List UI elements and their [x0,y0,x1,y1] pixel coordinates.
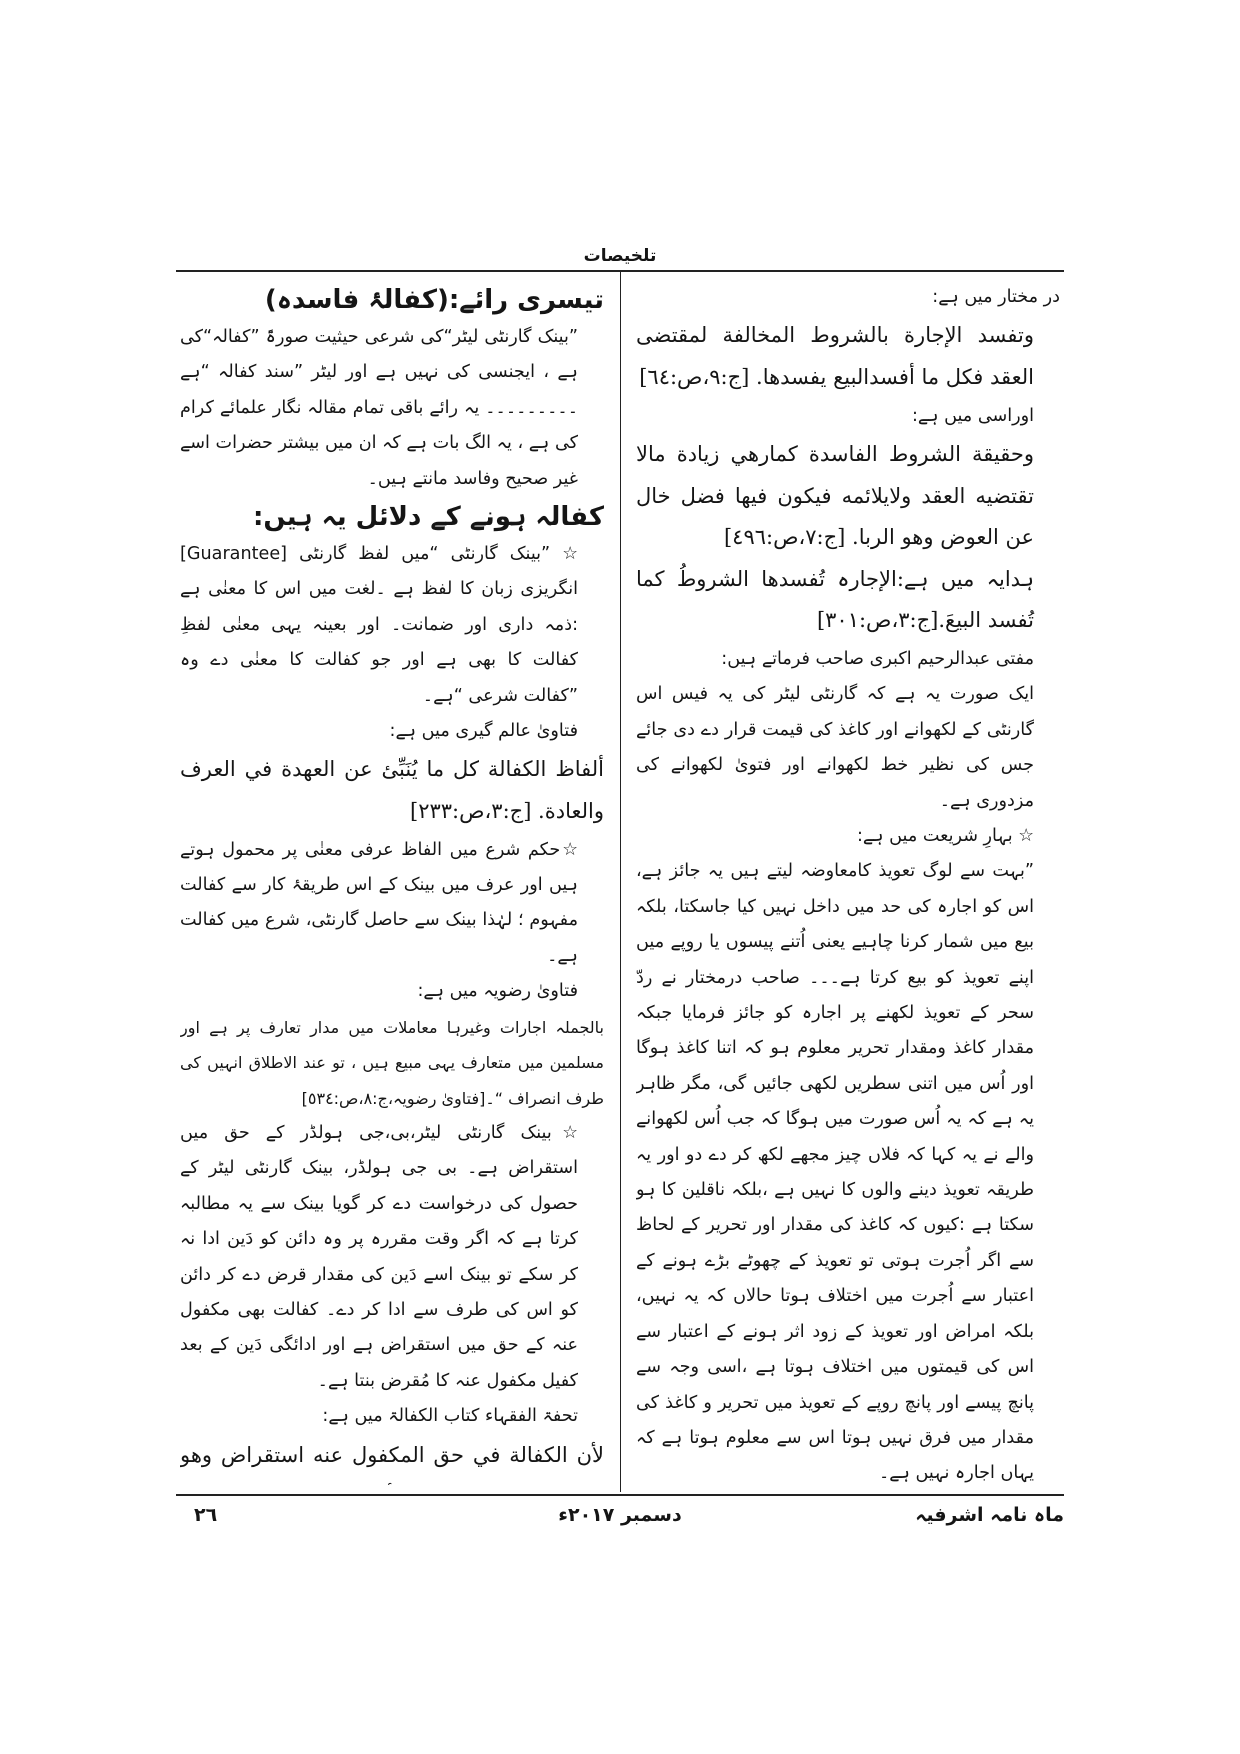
magazine-name: ماہ نامہ اشرفیہ [915,1504,1064,1526]
paragraph: ☆حکم شرع میں الفاظ عرفی معنٰی پر محمول ہوتے ہیں اور عرف میں بینک کے اس طریقۂ کار سے کفالت مفہوم ؛ لہٰذا بینک سے حاصل گارنٹی، شرع میں کفالت ہے۔ [180,839,578,966]
page-footer [176,1504,1064,1534]
arabic-quotation: ہدایہ میں ہے:الإجارہ تُفسدها الشروطُ كما تُفسد البيعَ.[ج:٣،ص:٣٠١] [636,566,1034,633]
issue-date: دسمبر ٢٠١٧ء [558,1504,682,1526]
arabic-quotation: ألفاظ الكفالة كل ما يُنَبِّئ عن العهدة في العرف والعادة. [ج:٣،ص:٢٣٣] [180,757,604,824]
paragraph: ”بہت سے لوگ تعویذ کامعاوضہ لیتے ہیں یہ جائز ہے، اس کو اجارہ کی حد میں داخل نہیں کیا جاسکتا، بلکہ بیع میں شمار کرنا چاہیے یعنی اُتنے پیسوں یا روپے میں اپنے تعویذ کو بیع کرتا ہے۔۔۔ صاحب درمختار نے ردّ سحر کے تعویذ لکھنے پر اجارہ کو جائز فرمایا جبکہ مقدار کاغذ ومقدار تحریر معلوم ہو کہ اتنا کاغذ ہوگا اور اُس میں اتنی سطریں لکھی جائیں گی، مگر ظاہر یہ ہے کہ یہ اُس صورت میں ہوگا کہ جب اُس لکھوانے والے نے یہ کہا کہ فلاں چیز مجھے لکھ کر دے دو اور یہ طریقہ تعویذ دینے والوں کا نہیں ہے ،بلکہ ناقلین کا ہو سکتا ہے :کیوں کہ کاغذ کی مقدار اور تحریر کے لحاظ سے اگر اُجرت ہوتی تو تعویذ کے چھوٹے بڑے ہونے کے اعتبار سے اُجرت میں اختلاف ہوتا حالاں کہ یہ نہیں، بلکہ امراض اور تعویذ کے زود اثر ہونے کے اعتبار سے اس کی قیمتوں میں اختلاف ہوتا ہے ،اسی وجہ سے پانچ پیسے اور پانچ روپے کے تعویذ میں تحریر و کاغذ کی مقدار میں فرق نہیں ہوتا اس سے معلوم ہوتا ہے کہ یہاں اجارہ نہیں ہے۔ [636,861,1034,1484]
paragraph: در مختار میں ہے: [932,287,1060,307]
footer-rule [176,1494,1064,1496]
paragraph: ☆بینک گارنٹی لیٹر،بی،جی ہولڈر کے حق میں استقراض ہے۔ بی جی ہولڈر، بینک گارنٹی لیٹر کے حصول کی درخواست دے کر گویا بینک سے یہ مطالبہ کرتا ہے کہ اگر وقت مقررہ پر وہ دائن کو دَین ادا نہ کر سکے تو بینک اسے دَین کی مقدار قرض دے کر دائن کو اس کی طرف سے ادا کر دے۔ کفالت بھی مکفول عنہ کے حق میں استقراض ہے اور ادائگی دَین کے بعد کفیل مکفول عنہ کا مُقرض بنتا ہے۔ [180,1122,578,1391]
paragraph: ☆ بہارِ شریعت میں ہے: [857,826,1034,846]
paragraph: بالجملہ اجارات وغیرہا معاملات میں مدار تعارف پر ہے اور مسلمین میں متعارف یہی مبیع ہیں ، تو عند الاطلاق انہیں کی طرف انصراف “۔[فتاویٰ رضویہ،ج:٨،ص:٥٣٤] [180,1017,604,1108]
paragraph: فتاویٰ رضویہ میں ہے: [417,981,578,1002]
arabic-quotation: وتفسد الإجارة بالشروط المخالفة لمقتضى العقد فكل ما أفسدالبيع يفسدها. [ج:٩،ص:٦٤] [636,323,1034,389]
paragraph: مفتی عبدالرحیم اکبری صاحب فرماتے ہیں: [721,648,1034,669]
arabic-quotation: لأن الكفالة في حق المكفول عنه استقراض وهو [180,1442,604,1467]
paragraph: ”بینک گارنٹی لیٹر“کی شرعی حیثیت صورۃً ”کفالہ“کی ہے ، ایجنسی کی نہیں ہے اور لیٹر ”سند کفالہ “ہے ۔۔۔۔۔۔۔۔۔ یہ رائے باقی تمام مقالہ نگار علمائے کرام کی ہے ، یہ الگ بات ہے کہ ان میں بیشتر حضرات اسے غیر صحیح وفاسد مانتے ہیں۔ [180,327,578,489]
section-heading: کفالہ ہونے کے دلائل یہ ہیں: [252,502,604,533]
paragraph: تحفۃ الفقہاء کتاب الکفالۃ میں ہے: [322,1406,578,1427]
left-column [180,280,604,1485]
right-column [636,280,1060,1485]
section-title: تلخیصات [583,246,657,266]
paragraph: ☆ ”بینک گارنٹی “میں لفظ گارنٹی [Guarantee] انگریزی زبان کا لفظ ہے ۔لغت میں اس کا معنٰی ہے :ذمہ داری اور ضمانت۔ اور بعینہ یہی معنٰی لفظِ کفالت کا بھی ہے اور جو کفالت کا معنٰی دے وہ ”کفالت شرعی “ہے۔ [180,544,578,706]
page-number: ٢٦ [194,1504,218,1526]
paragraph: اوراسی میں ہے: [911,405,1034,426]
section-heading: تیسری رائے:(کفالۂ فاسدہ) [264,285,604,315]
paragraph: فتاویٰ عالم گیری میں ہے: [389,721,578,742]
column-divider [620,272,621,1492]
paragraph: ایک صورت یہ ہے کہ گارنٹی لیٹر کی یہ فیس اس گارنٹی کے لکھوانے اور کاغذ کی قیمت قرار دے دی جائے جس کی نظیر خط لکھوانے اور فتویٰ لکھوانے کی مزدوری ہے۔ [636,684,1034,811]
arabic-quotation: وحقيقة الشروط الفاسدة كمارهي زيادة مالا تقتضيه العقد ولايلائمه فيكون فيها فضل خال عن العوض وهو الربا. [ج:٧،ص:٤٩٦] [636,442,1034,550]
